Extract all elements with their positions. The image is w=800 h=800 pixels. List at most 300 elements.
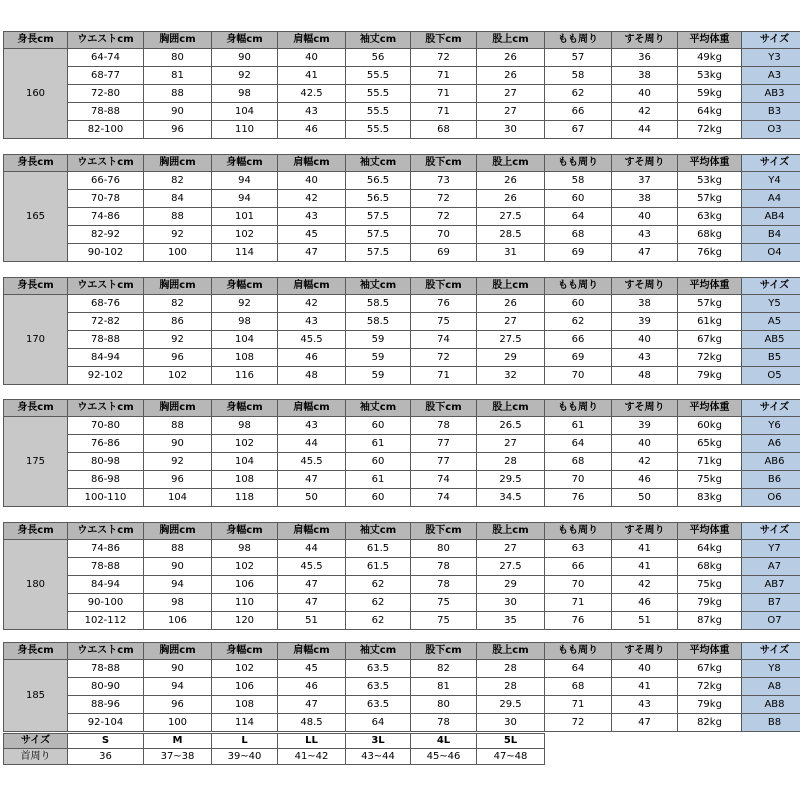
shoulder-cell: 47 [278, 576, 346, 594]
avg-weight-cell: 83kg [678, 489, 742, 507]
waist-cell: 78-88 [68, 331, 144, 349]
thigh-cell: 69 [545, 349, 612, 367]
shoulder-cell: 42.5 [278, 85, 346, 103]
header-sleeve: 袖丈cm [346, 523, 411, 540]
size-cell: O7 [742, 612, 800, 630]
header-shoulder: 肩幅cm [278, 278, 346, 295]
body-width-cell: 101 [212, 208, 278, 226]
rise-cell: 27.5 [477, 208, 545, 226]
thigh-cell: 66 [545, 103, 612, 121]
sleeve-cell: 61.5 [346, 558, 411, 576]
avg-weight-cell: 53kg [678, 172, 742, 190]
header-inseam: 股下cm [411, 32, 477, 49]
table-row [4, 367, 800, 385]
waist-cell: 72-80 [68, 85, 144, 103]
shoulder-cell: 46 [278, 349, 346, 367]
inseam-cell: 73 [411, 172, 477, 190]
thigh-cell: 60 [545, 295, 612, 313]
thigh-cell: 58 [545, 172, 612, 190]
neck-value: 47~48 [477, 749, 545, 765]
size-cell: Y3 [742, 49, 800, 67]
size-cell: B8 [742, 714, 800, 732]
body-width-cell: 106 [212, 678, 278, 696]
thigh-cell: 69 [545, 244, 612, 262]
thigh-cell: 67 [545, 121, 612, 139]
rise-cell: 27 [477, 103, 545, 121]
header-shoulder: 肩幅cm [278, 32, 346, 49]
size-cell: A3 [742, 67, 800, 85]
hem-cell: 48 [612, 367, 678, 385]
body-width-cell: 104 [212, 103, 278, 121]
inseam-cell: 72 [411, 349, 477, 367]
waist-cell: 88-96 [68, 696, 144, 714]
waist-cell: 84-94 [68, 576, 144, 594]
hem-cell: 42 [612, 576, 678, 594]
rise-cell: 26 [477, 295, 545, 313]
thigh-cell: 62 [545, 313, 612, 331]
avg-weight-cell: 61kg [678, 313, 742, 331]
thigh-cell: 57 [545, 49, 612, 67]
rise-cell: 35 [477, 612, 545, 630]
body-width-cell: 116 [212, 367, 278, 385]
waist-cell: 92-104 [68, 714, 144, 732]
header-body-width: 身幅cm [212, 400, 278, 417]
table-row [4, 244, 800, 262]
size-cell: Y6 [742, 417, 800, 435]
inseam-cell: 75 [411, 612, 477, 630]
table-row [4, 103, 800, 121]
rise-cell: 30 [477, 594, 545, 612]
size-cell: O5 [742, 367, 800, 385]
waist-cell: 82-100 [68, 121, 144, 139]
header-inseam: 股下cm [411, 278, 477, 295]
avg-weight-cell: 72kg [678, 678, 742, 696]
table-row [4, 696, 800, 714]
avg-weight-cell: 82kg [678, 714, 742, 732]
rise-cell: 30 [477, 121, 545, 139]
header-rise: 股上cm [477, 155, 545, 172]
chest-cell: 104 [144, 489, 212, 507]
size-3l: 3L [346, 734, 411, 749]
hem-cell: 42 [612, 453, 678, 471]
header-inseam: 股下cm [411, 643, 477, 660]
hem-cell: 43 [612, 226, 678, 244]
table-row [4, 594, 800, 612]
sleeve-cell: 63.5 [346, 678, 411, 696]
waist-cell: 78-88 [68, 103, 144, 121]
table-row [4, 121, 800, 139]
sleeve-cell: 55.5 [346, 121, 411, 139]
sleeve-cell: 64 [346, 714, 411, 732]
size-cell: O4 [742, 244, 800, 262]
avg-weight-cell: 59kg [678, 85, 742, 103]
header-chest: 胸囲cm [144, 155, 212, 172]
header-height: 身長cm [4, 643, 68, 660]
waist-cell: 80-98 [68, 453, 144, 471]
thigh-cell: 60 [545, 190, 612, 208]
shoulder-cell: 40 [278, 49, 346, 67]
rise-cell: 30 [477, 714, 545, 732]
header-chest: 胸囲cm [144, 32, 212, 49]
size-cell: O6 [742, 489, 800, 507]
header-thigh: もも周り [545, 278, 612, 295]
thigh-cell: 63 [545, 540, 612, 558]
chest-cell: 94 [144, 576, 212, 594]
header-avg-weight: 平均体重 [678, 400, 742, 417]
avg-weight-cell: 68kg [678, 558, 742, 576]
hem-cell: 46 [612, 594, 678, 612]
chest-cell: 82 [144, 172, 212, 190]
rise-cell: 27 [477, 540, 545, 558]
shoulder-cell: 44 [278, 435, 346, 453]
size-m: M [144, 734, 212, 749]
size-cell: B5 [742, 349, 800, 367]
body-width-cell: 110 [212, 594, 278, 612]
height-cell: 170 [4, 295, 68, 385]
header-avg-weight: 平均体重 [678, 643, 742, 660]
header-height: 身長cm [4, 155, 68, 172]
inseam-cell: 72 [411, 49, 477, 67]
header-size: サイズ [742, 523, 800, 540]
waist-cell: 80-90 [68, 678, 144, 696]
shoulder-cell: 50 [278, 489, 346, 507]
header-hem: すそ周り [612, 155, 678, 172]
sleeve-cell: 61 [346, 435, 411, 453]
neck-size-table [3, 733, 545, 765]
table-row [4, 313, 800, 331]
size-cell: AB5 [742, 331, 800, 349]
size-l: L [212, 734, 278, 749]
chest-cell: 88 [144, 417, 212, 435]
header-size: サイズ [742, 278, 800, 295]
inseam-cell: 72 [411, 208, 477, 226]
rise-cell: 28 [477, 453, 545, 471]
neck-value: 39~40 [212, 749, 278, 765]
inseam-cell: 68 [411, 121, 477, 139]
avg-weight-cell: 53kg [678, 67, 742, 85]
rise-cell: 26 [477, 49, 545, 67]
header-body-width: 身幅cm [212, 155, 278, 172]
sleeve-cell: 59 [346, 349, 411, 367]
waist-cell: 84-94 [68, 349, 144, 367]
shoulder-cell: 43 [278, 103, 346, 121]
thigh-cell: 71 [545, 696, 612, 714]
hem-cell: 41 [612, 558, 678, 576]
chest-cell: 96 [144, 349, 212, 367]
shoulder-cell: 42 [278, 295, 346, 313]
sleeve-cell: 58.5 [346, 295, 411, 313]
header-chest: 胸囲cm [144, 278, 212, 295]
waist-cell: 78-88 [68, 660, 144, 678]
waist-cell: 76-86 [68, 435, 144, 453]
rise-cell: 27.5 [477, 558, 545, 576]
sleeve-cell: 60 [346, 453, 411, 471]
shoulder-cell: 47 [278, 696, 346, 714]
table-row [4, 435, 800, 453]
height-cell: 180 [4, 540, 68, 630]
table-row [4, 208, 800, 226]
inseam-cell: 80 [411, 696, 477, 714]
neck-value: 45~46 [411, 749, 477, 765]
chest-cell: 100 [144, 714, 212, 732]
size-4l: 4L [411, 734, 477, 749]
chest-cell: 96 [144, 471, 212, 489]
header-rise: 股上cm [477, 32, 545, 49]
waist-cell: 68-76 [68, 295, 144, 313]
inseam-cell: 82 [411, 660, 477, 678]
table-row [4, 190, 800, 208]
hem-cell: 40 [612, 331, 678, 349]
size-cell: AB7 [742, 576, 800, 594]
sleeve-cell: 63.5 [346, 660, 411, 678]
table-row [4, 295, 800, 313]
hem-cell: 47 [612, 714, 678, 732]
inseam-cell: 71 [411, 85, 477, 103]
body-width-cell: 94 [212, 172, 278, 190]
chest-cell: 88 [144, 540, 212, 558]
avg-weight-cell: 65kg [678, 435, 742, 453]
hem-cell: 43 [612, 349, 678, 367]
inseam-cell: 78 [411, 558, 477, 576]
body-width-cell: 108 [212, 696, 278, 714]
hem-cell: 51 [612, 612, 678, 630]
inseam-cell: 78 [411, 576, 477, 594]
thigh-cell: 70 [545, 471, 612, 489]
thigh-cell: 70 [545, 576, 612, 594]
avg-weight-cell: 79kg [678, 696, 742, 714]
table-row [4, 660, 800, 678]
size-table-160 [3, 31, 800, 139]
header-waist: ウエストcm [68, 155, 144, 172]
header-chest: 胸囲cm [144, 643, 212, 660]
sleeve-cell: 60 [346, 417, 411, 435]
size-cell: Y5 [742, 295, 800, 313]
size-cell: O3 [742, 121, 800, 139]
size-cell: A7 [742, 558, 800, 576]
size-table-175 [3, 399, 800, 507]
sleeve-cell: 62 [346, 594, 411, 612]
inseam-cell: 80 [411, 540, 477, 558]
header-sleeve: 袖丈cm [346, 643, 411, 660]
inseam-cell: 76 [411, 295, 477, 313]
inseam-cell: 71 [411, 103, 477, 121]
hem-cell: 47 [612, 244, 678, 262]
chest-cell: 98 [144, 594, 212, 612]
inseam-cell: 72 [411, 190, 477, 208]
table-row [4, 331, 800, 349]
thigh-cell: 61 [545, 417, 612, 435]
body-width-cell: 102 [212, 435, 278, 453]
shoulder-cell: 45.5 [278, 331, 346, 349]
header-inseam: 股下cm [411, 523, 477, 540]
header-hem: すそ周り [612, 643, 678, 660]
table-row [4, 417, 800, 435]
height-cell: 175 [4, 417, 68, 507]
chest-cell: 96 [144, 696, 212, 714]
thigh-cell: 70 [545, 367, 612, 385]
size-cell: A4 [742, 190, 800, 208]
waist-cell: 90-100 [68, 594, 144, 612]
waist-cell: 78-88 [68, 558, 144, 576]
avg-weight-cell: 49kg [678, 49, 742, 67]
header-row [4, 155, 800, 172]
header-shoulder: 肩幅cm [278, 155, 346, 172]
header-rise: 股上cm [477, 278, 545, 295]
header-rise: 股上cm [477, 400, 545, 417]
body-width-cell: 120 [212, 612, 278, 630]
thigh-cell: 66 [545, 331, 612, 349]
header-row [4, 523, 800, 540]
hem-cell: 38 [612, 295, 678, 313]
hem-cell: 36 [612, 49, 678, 67]
header-hem: すそ周り [612, 32, 678, 49]
thigh-cell: 64 [545, 435, 612, 453]
shoulder-cell: 47 [278, 594, 346, 612]
header-body-width: 身幅cm [212, 643, 278, 660]
sleeve-cell: 63.5 [346, 696, 411, 714]
rise-cell: 32 [477, 367, 545, 385]
body-width-cell: 114 [212, 244, 278, 262]
hem-cell: 40 [612, 660, 678, 678]
inseam-cell: 78 [411, 417, 477, 435]
avg-weight-cell: 75kg [678, 471, 742, 489]
hem-cell: 38 [612, 190, 678, 208]
thigh-cell: 58 [545, 67, 612, 85]
rise-cell: 28 [477, 678, 545, 696]
waist-cell: 90-102 [68, 244, 144, 262]
shoulder-cell: 47 [278, 244, 346, 262]
rise-cell: 31 [477, 244, 545, 262]
hem-cell: 40 [612, 208, 678, 226]
chest-cell: 102 [144, 367, 212, 385]
chest-cell: 88 [144, 208, 212, 226]
table-row [4, 471, 800, 489]
shoulder-cell: 42 [278, 190, 346, 208]
avg-weight-cell: 57kg [678, 295, 742, 313]
chest-cell: 80 [144, 49, 212, 67]
sleeve-cell: 55.5 [346, 67, 411, 85]
size-cell: B6 [742, 471, 800, 489]
avg-weight-cell: 64kg [678, 540, 742, 558]
size-cell: Y4 [742, 172, 800, 190]
chest-cell: 90 [144, 660, 212, 678]
table-row [4, 67, 800, 85]
sleeve-cell: 60 [346, 489, 411, 507]
header-height: 身長cm [4, 400, 68, 417]
inseam-cell: 77 [411, 435, 477, 453]
header-size: サイズ [742, 643, 800, 660]
inseam-cell: 74 [411, 331, 477, 349]
header-row [4, 278, 800, 295]
hem-cell: 40 [612, 85, 678, 103]
table-row [4, 678, 800, 696]
size-ll: LL [278, 734, 346, 749]
avg-weight-cell: 72kg [678, 121, 742, 139]
body-width-cell: 98 [212, 85, 278, 103]
header-inseam: 股下cm [411, 400, 477, 417]
thigh-cell: 71 [545, 594, 612, 612]
waist-cell: 92-102 [68, 367, 144, 385]
sleeve-cell: 56.5 [346, 172, 411, 190]
header-body-width: 身幅cm [212, 523, 278, 540]
avg-weight-cell: 71kg [678, 453, 742, 471]
hem-cell: 40 [612, 435, 678, 453]
body-width-cell: 104 [212, 453, 278, 471]
shoulder-cell: 45 [278, 226, 346, 244]
header-rise: 股上cm [477, 643, 545, 660]
avg-weight-cell: 75kg [678, 576, 742, 594]
table-row [4, 49, 800, 67]
sleeve-cell: 59 [346, 367, 411, 385]
inseam-cell: 78 [411, 714, 477, 732]
hem-cell: 46 [612, 471, 678, 489]
shoulder-cell: 43 [278, 417, 346, 435]
table-row [4, 540, 800, 558]
header-row [4, 643, 800, 660]
size-cell: B7 [742, 594, 800, 612]
header-size: サイズ [742, 400, 800, 417]
header-sleeve: 袖丈cm [346, 400, 411, 417]
size-5l: 5L [477, 734, 545, 749]
header-waist: ウエストcm [68, 278, 144, 295]
header-thigh: もも周り [545, 155, 612, 172]
header-row [4, 32, 800, 49]
inseam-cell: 75 [411, 594, 477, 612]
rise-cell: 29.5 [477, 471, 545, 489]
size-header-row [4, 734, 545, 749]
shoulder-cell: 46 [278, 678, 346, 696]
chest-cell: 86 [144, 313, 212, 331]
chest-cell: 88 [144, 85, 212, 103]
size-cell: A6 [742, 435, 800, 453]
rise-cell: 27 [477, 435, 545, 453]
header-size: サイズ [742, 155, 800, 172]
body-width-cell: 110 [212, 121, 278, 139]
waist-cell: 70-78 [68, 190, 144, 208]
size-cell: B4 [742, 226, 800, 244]
inseam-cell: 69 [411, 244, 477, 262]
header-thigh: もも周り [545, 643, 612, 660]
hem-cell: 42 [612, 103, 678, 121]
hem-cell: 41 [612, 678, 678, 696]
hem-cell: 43 [612, 696, 678, 714]
header-rise: 股上cm [477, 523, 545, 540]
inseam-cell: 75 [411, 313, 477, 331]
sleeve-cell: 55.5 [346, 85, 411, 103]
avg-weight-cell: 67kg [678, 331, 742, 349]
size-cell: AB3 [742, 85, 800, 103]
inseam-cell: 71 [411, 367, 477, 385]
shoulder-cell: 43 [278, 208, 346, 226]
thigh-cell: 76 [545, 612, 612, 630]
sleeve-cell: 62 [346, 576, 411, 594]
sleeve-cell: 58.5 [346, 313, 411, 331]
thigh-cell: 66 [545, 558, 612, 576]
chest-cell: 92 [144, 453, 212, 471]
body-width-cell: 108 [212, 471, 278, 489]
table-row [4, 714, 800, 732]
chest-cell: 92 [144, 226, 212, 244]
size-table-185 [3, 642, 800, 732]
inseam-cell: 74 [411, 471, 477, 489]
hem-cell: 50 [612, 489, 678, 507]
size-table-165 [3, 154, 800, 262]
body-width-cell: 98 [212, 417, 278, 435]
table-row [4, 349, 800, 367]
inseam-cell: 77 [411, 453, 477, 471]
chest-cell: 90 [144, 435, 212, 453]
header-chest: 胸囲cm [144, 400, 212, 417]
